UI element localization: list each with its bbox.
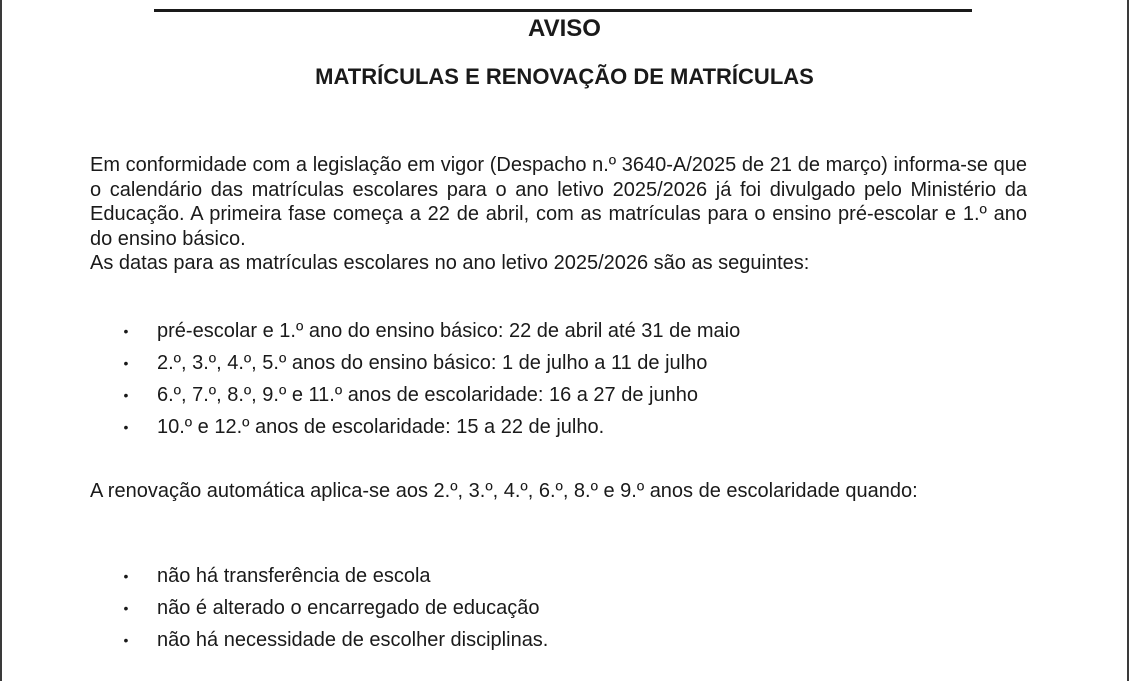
list-item-text: não há necessidade de escolher disciplinas. [157,629,549,651]
list-item [0,411,1100,443]
list-item [0,379,1100,411]
list-item-text: 6.º, 7.º, 8.º, 9.º e 11.º anos de escolaridade: 16 a 27 de junho [157,384,698,406]
list-item [0,624,1100,656]
bullet-icon: • [123,355,129,371]
intro-line: Em conformidade com a legislação em vigor (Despacho n.º 3640-A/2025 de 21 de março) [90,154,888,176]
list-item-text: 2.º, 3.º, 4.º, 5.º anos do ensino básico: 1 de julho a 11 de julho [157,352,708,374]
bullet-icon: • [123,568,129,584]
list-item [0,315,1100,347]
intro-line: matrículas para o ensino pré-escolar e 1.º ano do ensino básico. [90,203,1027,250]
intro-line: As datas para as matrículas escolares no ano letivo 2025/2026 são as seguintes: [90,252,810,274]
bullet-icon: • [123,632,129,648]
list-item-text: não é alterado o encarregado de educação [157,597,540,619]
list-item-text: 10.º e 12.º anos de escolaridade: 15 a 22 de julho. [157,416,605,438]
renewal-paragraph: A renovação automática aplica-se aos 2.º, 3.º, 4.º, 6.º, 8.º e 9.º anos de escolaridade quando: [90,480,918,502]
intro-line: divulgado pelo Ministério da Educação. A primeira fase começa a 22 de abril, com as [90,178,1027,225]
list-item-text: pré-escolar e 1.º ano do ensino básico: 22 de abril até 31 de maio [157,320,741,342]
intro-paragraph [90,153,1027,276]
list-item-text: não há transferência de escola [157,565,431,587]
enrollment-dates-list [0,315,1100,443]
page-right-border [1127,0,1129,681]
notice-title: AVISO [528,15,601,42]
bullet-icon: • [123,419,129,435]
list-item [0,560,1100,592]
bullet-icon: • [123,323,129,339]
renewal-conditions-list [0,560,1100,656]
bullet-icon: • [123,600,129,616]
bullet-icon: • [123,387,129,403]
header-rule [154,9,972,12]
intro-line: informa-se que o calendário das matrículas escolares para o ano letivo 2025/2026 já foi [90,154,1027,201]
notice-subtitle: MATRÍCULAS E RENOVAÇÃO DE MATRÍCULAS [315,64,814,89]
list-item [0,592,1100,624]
list-item [0,347,1100,379]
